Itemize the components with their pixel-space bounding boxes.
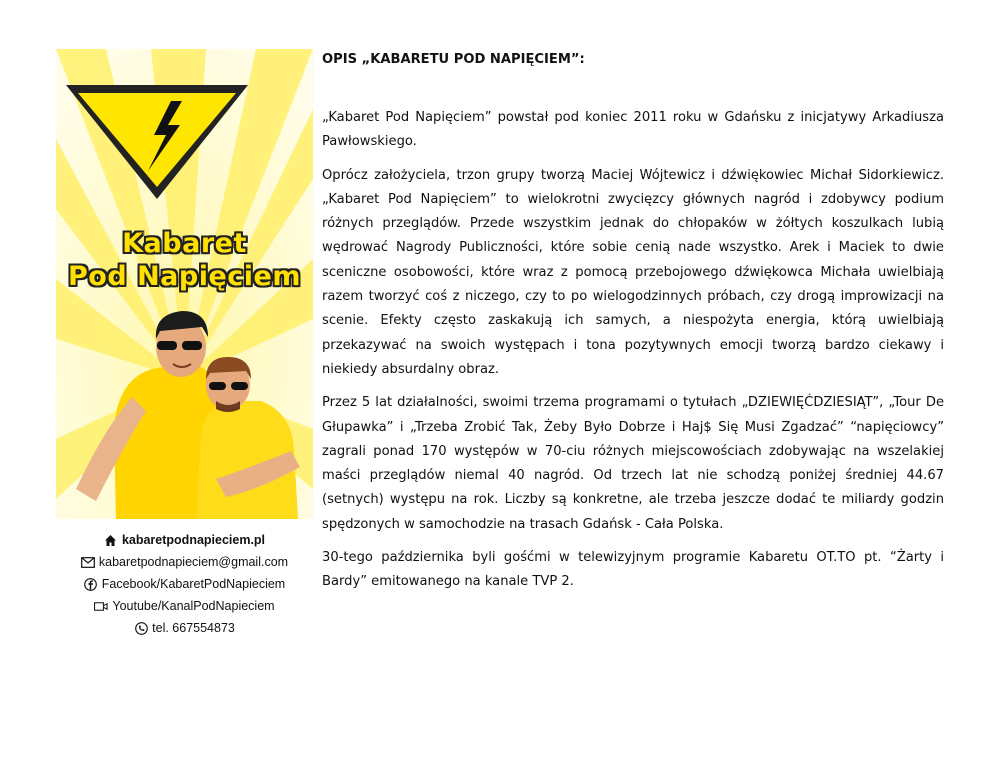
article-paragraph-2: Oprócz założyciela, trzon grupy tworzą Maciej Wójtewicz i dźwiękowiec Michał Sidorkiewicz. „Kabaret Pod Napięciem” to wielokrotni zwycięzcy głównych nagród i zdobywcy podium różnych przeglądów. Przede wszystkim jednak do chłopaków w żółtych koszulkach lubią wędrować Nagrody Publiczności, które sobie cenią nade wszystko. Arek i Maciek to dwie sceniczne osobowości, które wraz z pomocą przebojowego dźwiękowca Michała uwielbiają razem tworzyć coś z niczego, czy to po wielogodzinnych próbach, czy drogą improwizacji na scenie. Efekty często zaskakują ich samych, a niespożyta energia, którą uwielbiają przekazywać na swoich występach i tona pozytywnych emocji tworzą bardzo ciekawy i niekiedy absurdalny obraz. <box>322 167 944 377</box>
article-paragraph-3: Przez 5 lat działalności, swoimi trzema programami o tytułach „DZIEWIĘĆDZIESIĄT”, „Tour De Głupawka” i „Trzeba Zrobić Tak, Żeby Było Dobrze i Haj$ Się Musi Zgadzać” “napięciowcy” zagrali ponad 170 występów w 70-ciu różnych miejscowościach zdobywając na wszelakiej maści przeglądów niemal 40 nagród. Od trzech lat nie schodzą poniżej średniej 44.67 (setnych) występu na rok. Liczby są konkretne, ale trzeba jeszcze dodać te miliardy godzin spędzonych w samochodzie na trasach Gdańsk - Cała Polska. <box>322 395 944 532</box>
contact-list <box>56 529 313 639</box>
contact-youtube[interactable] <box>56 595 313 617</box>
phone-icon <box>134 621 148 635</box>
contact-website[interactable] <box>56 529 313 551</box>
poster-title-line2: Pod Napięciem <box>68 261 301 292</box>
contact-facebook-text: Facebook/KabaretPodNapieciem <box>101 577 286 591</box>
video-camera-icon <box>94 599 108 613</box>
contact-facebook[interactable] <box>56 573 313 595</box>
article-paragraph-1: „Kabaret Pod Napięciem” powstał pod koniec 2011 roku w Gdańsku z inicjatywy Arkadiusza Pawłowskiego. <box>322 110 944 150</box>
contact-website-text: kabaretpodnapieciem.pl <box>121 533 266 547</box>
poster-title-line1: Kabaret <box>122 228 247 259</box>
home-icon <box>104 533 118 547</box>
facebook-icon <box>84 577 98 591</box>
contact-email[interactable] <box>56 551 313 573</box>
envelope-icon <box>81 555 95 569</box>
contact-phone[interactable] <box>56 617 313 639</box>
article-heading: OPIS „KABARETU POD NAPIĘCIEM”: <box>322 52 585 67</box>
contact-email-text: kabaretpodnapieciem@gmail.com <box>98 555 289 569</box>
article-paragraph-4: 30-tego października byli gośćmi w telewizyjnym programie Kabaretu OT.TO pt. “Żarty i Bardy” emitowanego na kanale TVP 2. <box>322 550 944 590</box>
contact-phone-text: tel. 667554873 <box>152 621 235 635</box>
article <box>322 48 944 604</box>
contact-youtube-text: Youtube/KanalPodNapieciem <box>112 599 275 613</box>
poster-image <box>56 49 313 519</box>
